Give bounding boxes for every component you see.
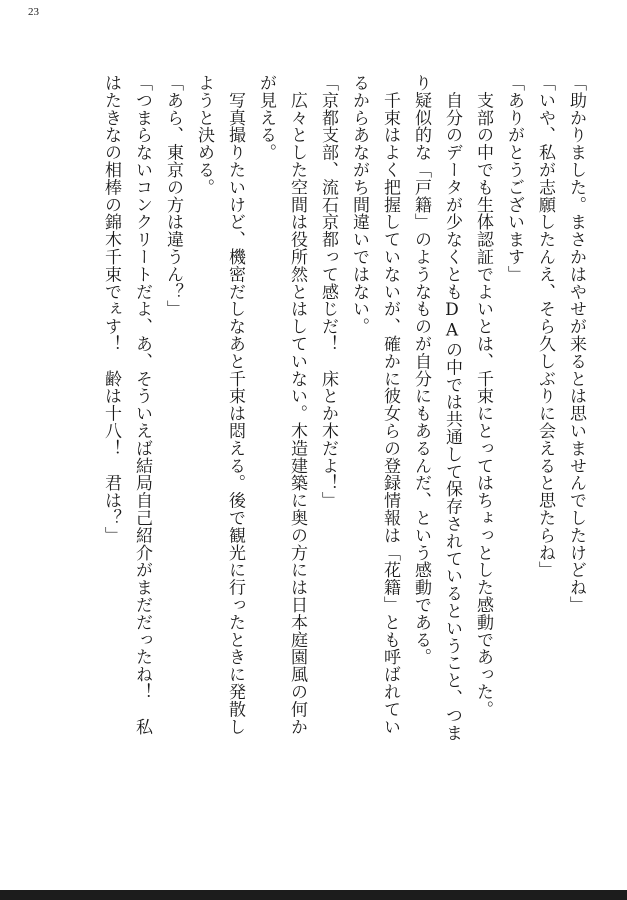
text-line: るからあながち間違いではない。 [349, 74, 369, 335]
text-line: 支部の中でも生体認証でよいとは、千束にとってはちょっとした感動であった。 [473, 74, 493, 718]
bottom-rule [0, 890, 627, 900]
page-number: 23 [28, 6, 39, 18]
text-line: 「ありがとうございます」 [504, 74, 524, 283]
text-line: 「いや、私が志願したんえ、そら久しぶりに会えると思たらね」 [535, 74, 555, 579]
text-line: り疑似的な「戸籍」のようなものが自分にもあるんだ、という感動である。 [411, 74, 431, 666]
text-line: が見える。 [256, 74, 276, 161]
text-line: はたきなの相棒の錦木千束でぇす！ 齢は十八！ 君は？」 [101, 74, 121, 544]
text-line: 「あら、東京の方は違うん？」 [163, 74, 183, 318]
text-line: 写真撮りたいけど、機密だしなあと千束は悶える。後で観光に行ったときに発散し [225, 74, 245, 736]
body-text [95, 74, 591, 874]
text-line: 自分のデータが少なくともDAの中では共通して保存されているということ、つま [442, 74, 462, 742]
text-line: ようと決める。 [194, 74, 214, 196]
text-line: 「つまらないコンクリートだよ、あ、そういえば結局自己紹介がまだだったね！ 私 [132, 74, 152, 736]
text-line: 千束はよく把握していないが、確かに彼女らの登録情報は「花籍」とも呼ばれてい [380, 74, 400, 736]
text-line: 広々とした空間は役所然とはしていない。木造建築に奥の方には日本庭園風の何か [287, 74, 307, 736]
text-line: 「助かりました。まさかはやせが来るとは思いませんでしたけどね」 [566, 74, 586, 614]
text-line: 「京都支部、流石京都って感じだ！ 床とか木だよ！」 [318, 74, 338, 509]
